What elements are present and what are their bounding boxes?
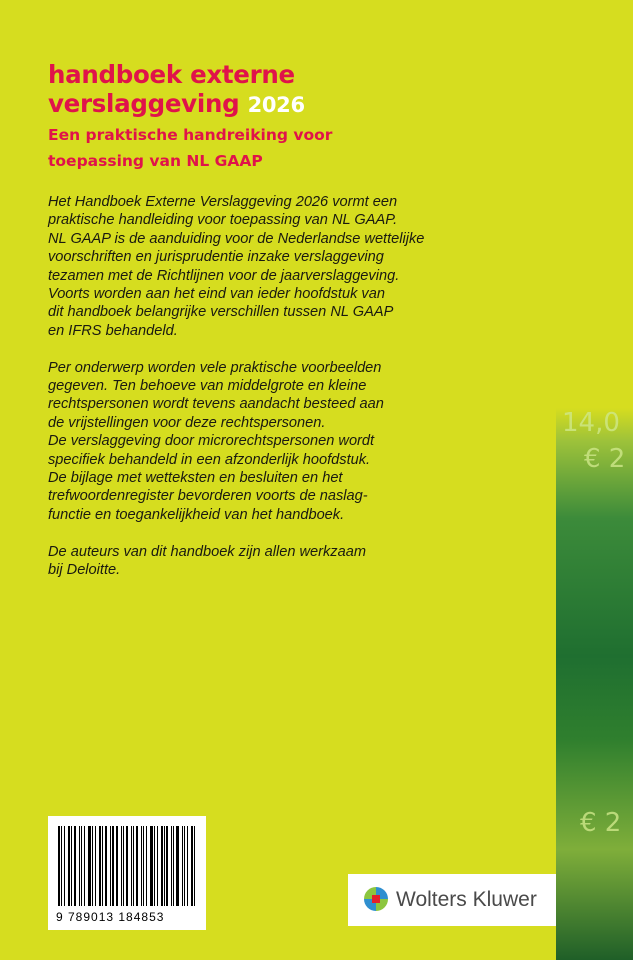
wolters-kluwer-logo-icon <box>364 887 388 911</box>
photo-number: € 2 <box>580 808 622 838</box>
barcode-bar <box>176 826 179 906</box>
barcode-bar <box>121 826 122 906</box>
barcode-bar <box>194 826 195 906</box>
barcode-bar <box>164 826 165 906</box>
barcode-bar <box>182 826 184 906</box>
barcode-bar <box>105 826 108 906</box>
barcode-bar <box>133 826 134 906</box>
title-line-2 <box>48 89 305 120</box>
barcode-bar <box>110 826 111 906</box>
title-word: verslaggeving <box>48 89 240 118</box>
barcode-bar <box>112 826 114 906</box>
barcode-bar <box>154 826 155 906</box>
barcode-bar <box>84 826 86 906</box>
blurb-paragraph: Per onderwerp worden vele praktische voorbeelden gegeven. Ten behoeve van middelgrote en kleine rechtspersonen wordt tevens aandacht besteed aan de vrijstellingen voor deze rechtspersonen. De verslaggeving door microrechtspersonen wordt specifiek behandeld in een afzonderlijk hoofdstuk. De bijlage met wetteksten en besluiten en het trefwoordenregister bevorderen voorts de naslag- functie en toegankelijkheid van het handboek. <box>48 359 384 523</box>
barcode-bar <box>92 826 93 906</box>
barcode-bar <box>161 826 163 906</box>
photo-number: 14,0 <box>562 408 620 438</box>
barcode-bar <box>136 826 138 906</box>
blurb-paragraph: Het Handboek Externe Verslaggeving 2026 vormt een praktische handleiding voor toepassing van NL GAAP. NL GAAP is de aanduiding voor de Nederlandse wettelijke voorschriften en jurisprudentie inzake verslaggeving tezamen met de Richtlijnen voor de jaarverslaggeving. Voorts worden aan het eind van ieder hoofdstuk van dit handboek belangrijke verschillen tussen NL GAAP en IFRS behandeld. <box>48 194 425 339</box>
publisher-logo <box>348 874 556 926</box>
barcode-bar <box>191 826 193 906</box>
barcode-bar <box>141 826 142 906</box>
publisher-name: Wolters Kluwer <box>396 888 537 911</box>
barcode-bar <box>79 826 80 906</box>
barcode-bar <box>166 826 168 906</box>
barcode-bar <box>95 826 96 906</box>
barcode-bar <box>68 826 71 906</box>
barcode-bar <box>61 826 62 906</box>
edition-year: 2026 <box>247 93 305 117</box>
barcode-bar <box>150 826 153 906</box>
subtitle-line-1: Een praktische handreiking voor <box>48 126 333 144</box>
book-subtitle <box>48 122 332 174</box>
cover-photo-strip <box>556 408 633 960</box>
barcode-bar <box>99 826 101 906</box>
barcode-bar <box>81 826 82 906</box>
subtitle-line-2: toepassing van NL GAAP <box>48 152 263 170</box>
barcode-bar <box>131 826 132 906</box>
blurb-paragraph: De auteurs van dit handboek zijn allen werkzaam bij Deloitte. <box>48 543 366 579</box>
barcode-bar <box>71 826 72 906</box>
photo-number: € 2 <box>584 444 626 474</box>
barcode-bar <box>146 826 147 906</box>
barcode-bar <box>64 826 65 906</box>
barcode-bar <box>184 826 185 906</box>
barcode-bar <box>58 826 60 906</box>
barcode-bar <box>102 826 103 906</box>
barcode-bar <box>123 826 124 906</box>
barcode-bar <box>126 826 129 906</box>
barcode-bar <box>116 826 118 906</box>
title-line-1: handboek externe <box>48 60 295 89</box>
barcode-bar <box>157 826 158 906</box>
isbn-number: 9 789013 184853 <box>56 910 165 924</box>
barcode-bar <box>74 826 76 906</box>
barcode-bar <box>143 826 145 906</box>
barcode-bar <box>187 826 188 906</box>
barcode-bar <box>171 826 172 906</box>
barcode-bar <box>88 826 91 906</box>
barcode-bars <box>58 826 196 906</box>
isbn-barcode <box>48 816 206 930</box>
barcode-bar <box>173 826 174 906</box>
book-title <box>48 60 305 120</box>
blurb <box>48 193 428 598</box>
